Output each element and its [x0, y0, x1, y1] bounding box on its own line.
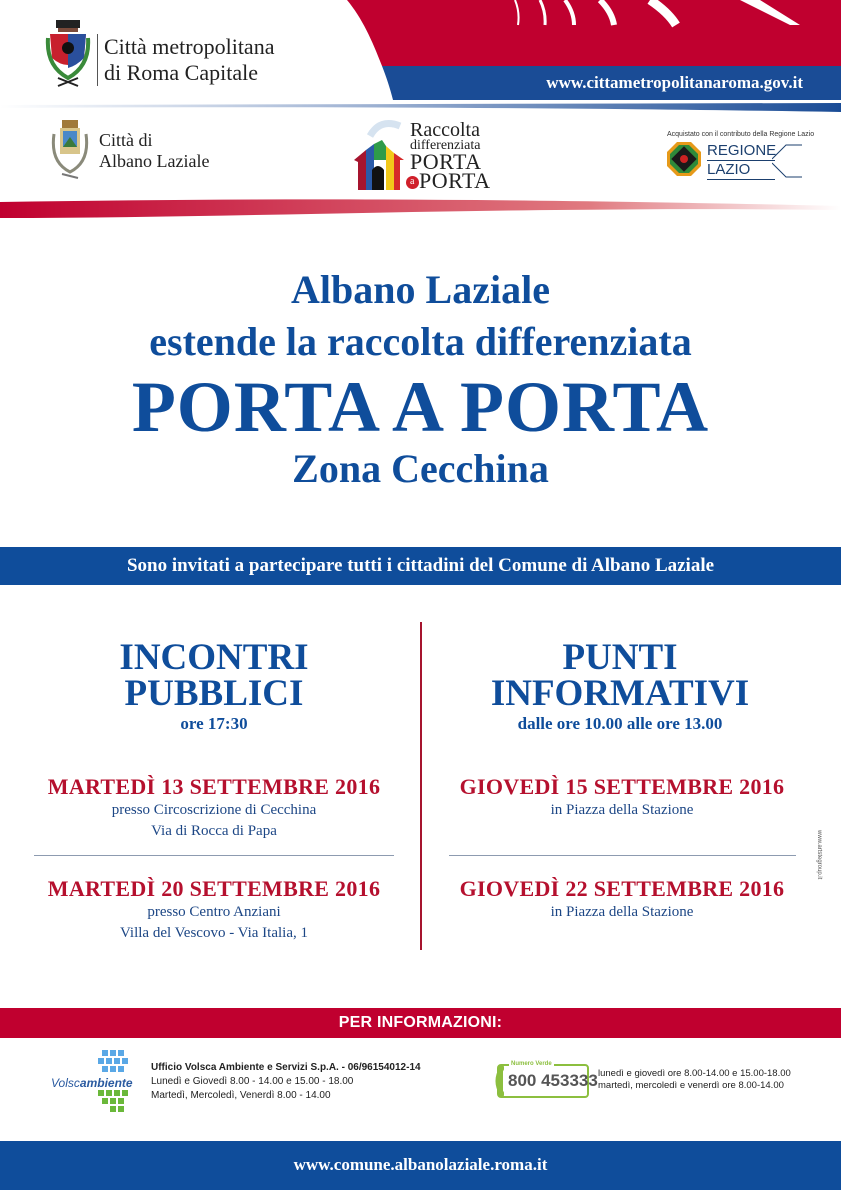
event-item: GIOVEDÌ 15 SETTEMBRE 2016 in Piazza della Stazione [422, 774, 822, 821]
event-separator [34, 855, 394, 856]
regione-lazio-wordmark: REGIONE LAZIO [707, 142, 777, 178]
numero-verde-hours: lunedì e giovedì ore 8.00-14.00 e 15.00-18.00 martedì, mercoledì e venerdì ore 8.00-14.00 [598, 1068, 791, 1091]
metro-website-link[interactable]: www.cittametropolitanaroma.gov.it [546, 73, 803, 92]
footer-website-link[interactable]: www.comune.albanolaziale.roma.it [0, 1141, 841, 1190]
event-item: GIOVEDÌ 22 SETTEMBRE 2016 in Piazza della Stazione [422, 876, 822, 923]
numero-verde-number[interactable]: 800 453333 [508, 1071, 598, 1090]
volscambiente-wordmark: Volscambiente [51, 1076, 133, 1090]
recycling-house-icon [352, 118, 408, 190]
title-city: Albano Laziale [291, 267, 550, 312]
lazio-chevron-graphic [772, 143, 802, 179]
event-separator [449, 855, 796, 856]
incontri-pubblici-heading: INCONTRI PUBBLICI ore 17:30 [119, 637, 309, 733]
event-date: MARTEDÌ 13 SETTEMBRE 2016 [47, 774, 381, 799]
phone-icon [494, 1066, 504, 1096]
lazio-contribution-note: Acquistato con il contributo della Regione Lazio [667, 131, 815, 138]
albano-coat-of-arms-icon [50, 118, 90, 180]
logo-divider [97, 34, 98, 86]
coat-of-arms-icon [44, 18, 92, 90]
title-zone: Zona Cecchina [292, 446, 549, 491]
volsca-office-phone: Ufficio Volsca Ambiente e Servizi S.p.A. - 06/96154012-14 [151, 1062, 421, 1073]
volsca-contact-info: Ufficio Volsca Ambiente e Servizi S.p.A. - 06/96154012-14 Lunedì e Giovedì 8.00 - 14.00 e 15.00 - 18.00 Martedì, Mercoledì, Venerdì 8.00 - 14.00 [151, 1062, 421, 1101]
event-date: GIOVEDÌ 22 SETTEMBRE 2016 [459, 876, 785, 901]
info-banner: PER INFORMAZIONI: [0, 1008, 841, 1038]
regione-lazio-emblem-icon [667, 142, 701, 176]
porta-a-badge: a [406, 176, 419, 189]
porta-a-porta-logo-text: Raccolta differenziata PORTA a PORTA [410, 120, 491, 190]
punti-informativi-heading: PUNTI INFORMATIVI dalle ore 10.00 alle ore 13.00 [490, 637, 750, 733]
title-main: PORTA A PORTA [131, 367, 710, 447]
invite-banner: Sono invitati a partecipare tutti i cittadini del Comune di Albano Laziale [0, 547, 841, 585]
event-date: MARTEDÌ 20 SETTEMBRE 2016 [47, 876, 381, 901]
event-item: MARTEDÌ 13 SETTEMBRE 2016 presso Circoscrizione di Cecchina Via di Rocca di Papa [14, 774, 414, 842]
event-date: GIOVEDÌ 15 SETTEMBRE 2016 [459, 774, 785, 799]
title-subtitle: estende la raccolta differenziata [149, 319, 692, 364]
numero-verde-label: Numero Verde [511, 1061, 552, 1067]
header [0, 0, 841, 222]
event-item: MARTEDÌ 20 SETTEMBRE 2016 presso Centro Anziani Villa del Vescovo - Via Italia, 1 [14, 876, 414, 944]
side-credit: www.artstegroup.it [816, 830, 822, 880]
albano-city-name: Città di Albano Laziale [99, 130, 210, 171]
metro-city-name: Città metropolitana di Roma Capitale [104, 34, 275, 85]
